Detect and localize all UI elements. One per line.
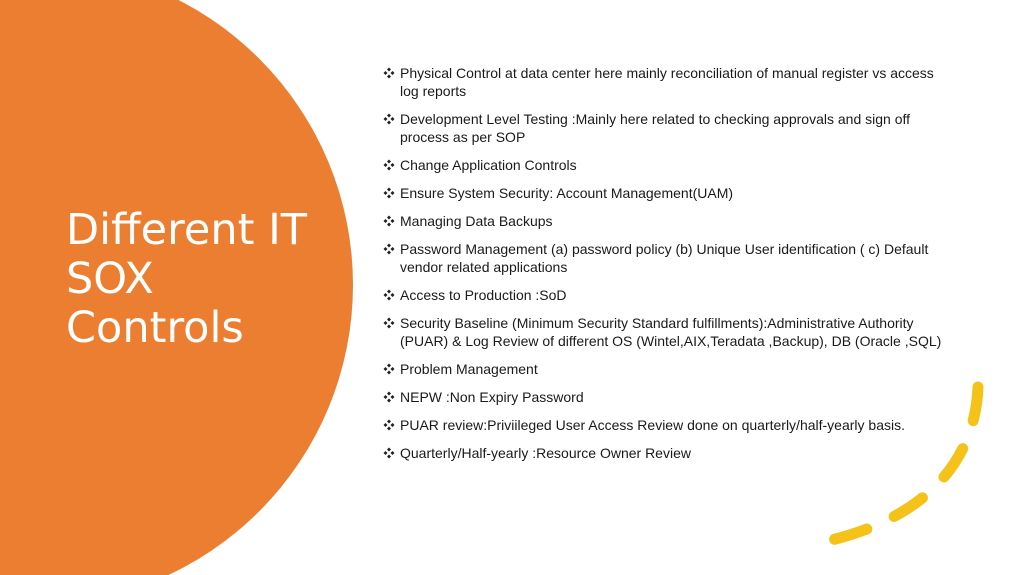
diamond-bullet-icon (383, 447, 395, 459)
bullet-item (383, 64, 943, 100)
title-line-2: SOX (66, 254, 154, 304)
bullet-text: Physical Control at data center here mainly reconciliation of manual register vs access log reports (400, 65, 934, 99)
bullet-item (383, 314, 943, 350)
bullet-text: Change Application Controls (400, 157, 577, 173)
diamond-bullet-icon (383, 113, 395, 125)
bullet-item (383, 212, 943, 230)
diamond-bullet-icon (383, 187, 395, 199)
diamond-bullet-icon (383, 363, 395, 375)
diamond-bullet-icon (383, 289, 395, 301)
bullet-item (383, 240, 943, 276)
bullet-text: Password Management (a) password policy (b) Unique User identification ( c) Default vendor related applications (400, 241, 929, 275)
title-line-3: Controls (66, 303, 244, 353)
bullet-item (383, 184, 943, 202)
bullet-item (383, 156, 943, 174)
diamond-bullet-icon (383, 317, 395, 329)
bullet-text: Problem Management (400, 361, 538, 377)
title-line-1: Different IT (66, 205, 308, 255)
bullet-text: Security Baseline (Minimum Security Standard fulfillments):Administrative Authority (PUAR) & Log Review of different OS (Wintel,AIX,Teradata ,Backup), DB (Oracle ,SQL) (400, 315, 942, 349)
diamond-bullet-icon (383, 159, 395, 171)
dashed-arc-decoration (790, 375, 990, 560)
bullet-text: Ensure System Security: Account Management(UAM) (400, 185, 734, 201)
bullet-item (383, 286, 943, 304)
diamond-bullet-icon (383, 391, 395, 403)
bullet-text: Quarterly/Half-yearly :Resource Owner Review (400, 445, 691, 461)
diamond-bullet-icon (383, 243, 395, 255)
diamond-bullet-icon (383, 67, 395, 79)
diamond-bullet-icon (383, 215, 395, 227)
slide-title (66, 206, 336, 353)
bullet-text: Access to Production :SoD (400, 287, 567, 303)
bullet-text: Managing Data Backups (400, 213, 553, 229)
bullet-text: Development Level Testing :Mainly here related to checking approvals and sign off process as per SOP (400, 111, 911, 145)
bullet-text: PUAR review:Priviileged User Access Review done on quarterly/half-yearly basis. (400, 417, 905, 433)
bullet-item (383, 110, 943, 146)
diamond-bullet-icon (383, 419, 395, 431)
bullet-text: NEPW :Non Expiry Password (400, 389, 584, 405)
